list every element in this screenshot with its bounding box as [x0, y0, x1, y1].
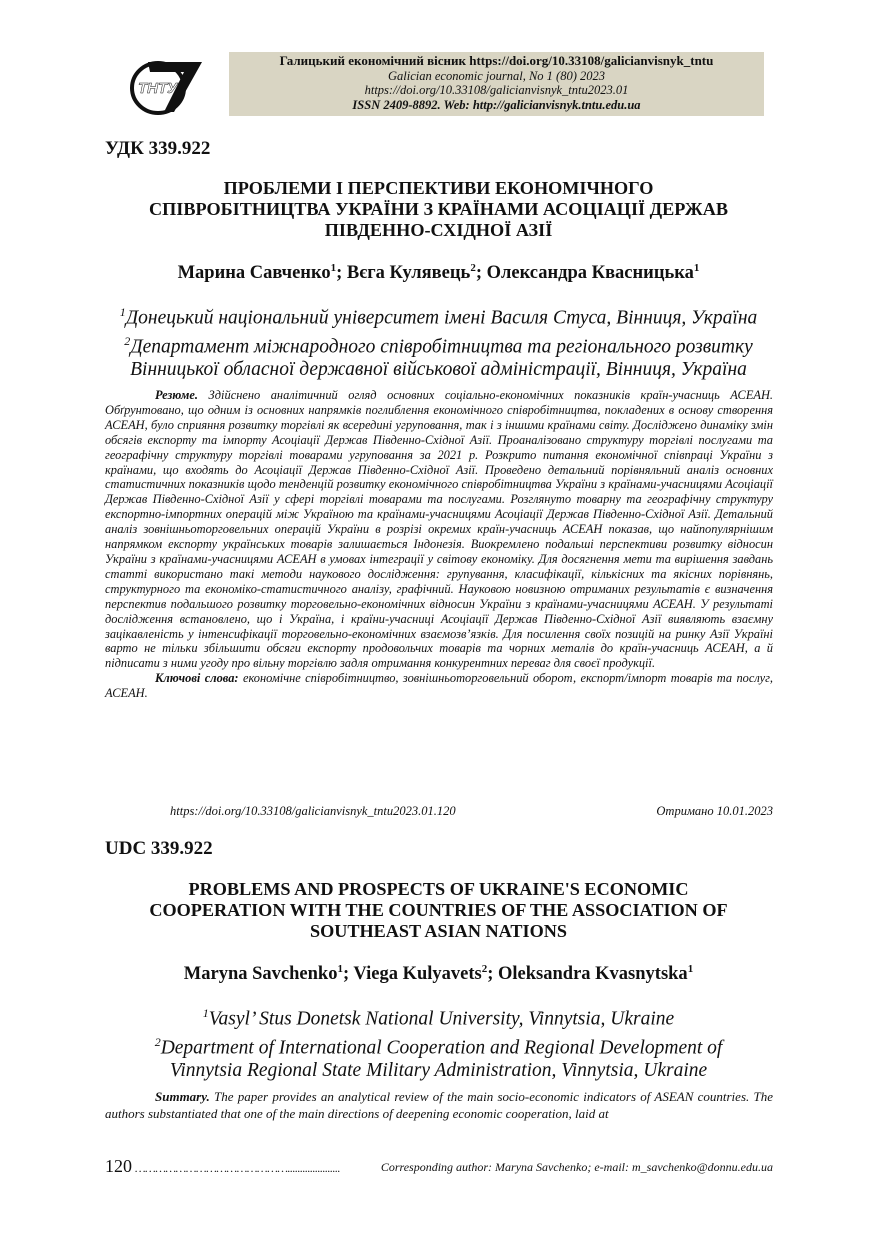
summary-lead: Summary.	[155, 1089, 210, 1104]
keywords-lead: Ключові слова:	[155, 671, 239, 686]
affil-text: Донецький національний університет імені Василя Стуса, Вінниця, Україна	[125, 307, 758, 329]
affiliation-line	[100, 301, 777, 330]
title-en	[100, 879, 777, 942]
summary-body: The paper provides an analytical review of the main socio-economic indicators of ASEAN countries. The authors substantiated that one of the main directions of deepening economic cooperation, laid at	[105, 1089, 773, 1121]
affil-text: Vinnytsia Regional State Military Administration, Vinnytsia, Ukraine	[169, 1060, 708, 1081]
authors-en	[100, 963, 777, 985]
udc-ua: УДК 339.922	[105, 138, 211, 159]
keywords-body: економічне співробітництво, зовнішньоторговельний оборот, експорт/імпорт товарів та послуг, АСЕАН.	[105, 671, 774, 701]
affiliation-line	[100, 1002, 777, 1031]
corresponding-author: Corresponding author: Maryna Savchenko; e-mail: m_savchenko@donnu.edu.ua	[380, 1160, 773, 1174]
affiliations-ua	[100, 301, 777, 381]
author-name: Viega Kulyavets	[353, 964, 482, 985]
author-separator: ;	[336, 263, 347, 284]
authors-ua	[100, 262, 777, 284]
affiliation-line	[100, 358, 777, 381]
title-ua	[100, 178, 777, 241]
title-en-line: PROBLEMS AND PROSPECTS OF UKRAINE'S ECONOMIC	[188, 879, 689, 899]
affiliation-line	[100, 1031, 777, 1060]
affil-mark: 2	[154, 1034, 161, 1049]
title-en-line: COOPERATION WITH THE COUNTRIES OF THE ASSOCIATION OF	[149, 900, 728, 920]
affiliation-line	[100, 1059, 777, 1082]
issn-text: ISSN 2409-8892. Web:	[352, 97, 473, 112]
title-en-line: SOUTHEAST ASIAN NATIONS	[309, 921, 568, 941]
journal-header	[229, 52, 764, 116]
article-doi-link[interactable]: https://doi.org/10.33108/galicianvisnyk_tntu2023.01.120	[170, 804, 456, 818]
affil-text: Департамент міжнародного співробітництва та регіонального розвитку	[130, 336, 753, 357]
author-separator: ;	[475, 263, 487, 284]
summary-paragraph	[105, 1088, 773, 1122]
author-name: Maryna Savchenko	[183, 964, 338, 985]
affil-text: Vasyl’ Stus Donetsk National University, Vinnytsia, Ukraine	[208, 1008, 675, 1030]
logo-text: ТНТУ	[138, 80, 178, 97]
keywords-paragraph	[105, 671, 773, 701]
affiliation-line	[100, 330, 777, 359]
journal-doi-line: https://doi.org/10.33108/galicianvisnyk_tntu2023.01	[364, 83, 629, 97]
abstract-lead: Резюме.	[155, 388, 198, 402]
footer-leader-dots: ……………………………………….....................	[135, 1161, 341, 1175]
journal-issn-line	[229, 98, 764, 113]
journal-title-line: Галицький економічний вісник https://doi.org/10.33108/galicianvisnyk_tntu	[279, 53, 714, 68]
author-separator: ;	[342, 964, 354, 985]
tntu-logo	[128, 54, 204, 116]
udc-en: UDC 339.922	[105, 838, 213, 859]
author-name: Oleksandra Kvasnytska	[498, 964, 688, 985]
summary-en	[105, 1088, 773, 1122]
affil-mark: 1	[119, 305, 126, 319]
affil-mark: 2	[124, 333, 131, 348]
author-name: Вєга Кулявець	[346, 263, 471, 284]
author-name: Марина Савченко	[177, 263, 331, 284]
title-ua-line: СПІВРОБІТНИЦТВА УКРАЇНИ З КРАЇНАМИ АСОЦІАЦІЇ ДЕРЖАВ	[148, 199, 729, 219]
author-affil-mark: 1	[687, 963, 694, 975]
author-affil-mark: 2	[470, 262, 476, 274]
author-affil-mark: 2	[481, 963, 488, 975]
title-ua-line: ПІВДЕННО-СХІДНОЇ АЗІЇ	[324, 220, 553, 240]
abstract-ua	[105, 388, 773, 701]
page-footer	[105, 1156, 773, 1177]
affil-text: Вінницької обласної державної військової адміністрації, Вінниця, Україна	[130, 359, 747, 380]
author-separator: ;	[487, 964, 499, 985]
journal-issue-line: Galician economic journal, No 1 (80) 2023	[388, 68, 605, 83]
author-affil-mark: 1	[693, 262, 700, 274]
affil-text: Department of International Cooperation and Regional Development of	[160, 1037, 723, 1058]
title-ua-line: ПРОБЛЕМИ І ПЕРСПЕКТИВИ ЕКОНОМІЧНОГО	[223, 178, 654, 198]
author-affil-mark: 1	[337, 963, 343, 975]
author-name: Олександра Квасницька	[486, 263, 694, 284]
page-number: 120	[105, 1156, 132, 1176]
author-affil-mark: 1	[330, 262, 337, 274]
abstract-body: Здійснено аналітичний огляд основних соціально-економічних показників країн-учасниць АСЕАН. Обґрунтовано, що одним із основних напрямків поглиблення економічного співробітництва, покладених в основу створення АСЕАН, було сприяння розвитку торгівлі як всередині угруповання, так і з іншими країнами світу. Досліджено динаміку змін обсягів експорту та імпорту Асоціації Держав Південно-Східної Азії. Проаналізовано структуру торгівлі послугами та географічну структуру торгівлі товарами угруповання за 2021 р. Розкрито питання економічної співпраці України з країнами, що входять до Асоціації Держав Південно-Східної Азії. Проведено детальний порівняльний аналіз основних статистичних показників щодо тенденцій розвитку економічного співробітництва України з країнами-учасницями Асоціації Держав Південно-Східної Азії у сфері торгівлі товарами та послугами. Розглянуто товарну та географічну структуру експортно-імпортних операцій між Україною та країнами-учасницями Асоціації Держав Південно-Східної Азії. Детальний аналіз зовнішньоторговельних операцій України в розрізі окремих країн-учасниць АСЕАН показав, що найпопулярнішим напрямком експорту українських товарів залишається Індонезія. Виокремлено подальші перспективи розвитку відносин України з країнами-учасницями АСЕАН в умовах інтеграції у світову економіку. Для досягнення мети та вирішення завдань статті використано такі методи наукового дослідження: групування, класифікації, кількісних та якісних порівнянь, структурного та економіко-статистичного аналізу, графічний. Науковою новизною отриманих результатів є визначення перспектив подальшого розвитку торговельно-економічних відносин України з країнами-учасницями АСЕАН. У результаті дослідження встановлено, що і Україна, і країни-учасниці Асоціації Держав Південно-Східної Азії виявляють взаємну зацікавленість у інтенсифікації торговельно-економічних взаємозв’язків. Для посилення своїх позицій на ринку Азії Україні варто не тільки збільшити обсяги експорту продовольчих товарів та чорних металів до країн-учасниць АСЕАН, а й підписати з ними угоду про вільну торгівлю задля отримання конкурентних переваг для своєї продукції.	[105, 388, 773, 671]
received-date: Отримано 10.01.2023	[656, 804, 773, 818]
abstract-paragraph	[105, 388, 773, 671]
affiliations-en	[100, 1002, 777, 1082]
journal-web-link[interactable]: http://galicianvisnyk.tntu.edu.ua	[472, 97, 641, 112]
affil-mark: 1	[202, 1006, 209, 1020]
